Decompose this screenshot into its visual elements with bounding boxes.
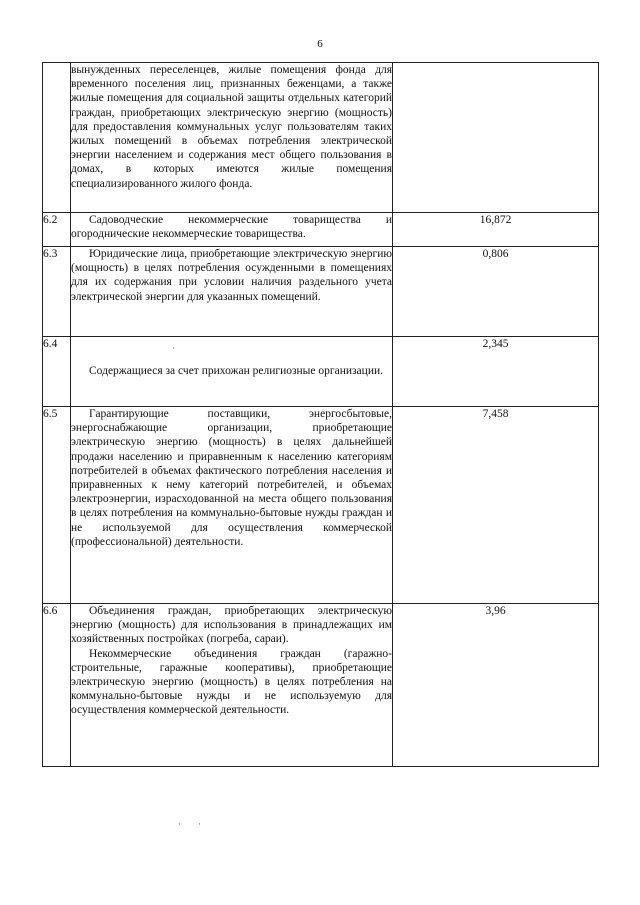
- scan-speck: ·: [178, 819, 181, 829]
- row-description-cell: [71, 63, 393, 213]
- row-value: 2,345: [393, 337, 599, 407]
- table-row-6-4: [43, 337, 599, 407]
- scan-speck: ·: [172, 343, 175, 353]
- row-description-text: Садоводческие некоммерческие товарищества и огороднические некоммерческие товарищества.: [71, 214, 392, 241]
- row-description-text: Содержащиеся за счет прихожан религиозные организации.: [89, 365, 383, 378]
- row-description-cell: [71, 337, 393, 407]
- row-description-cell: [71, 407, 393, 604]
- row-value: 0,806: [393, 247, 599, 337]
- row-description-text: Гарантирующие поставщики, энергосбытовые, энергоснабжающие организации, приобретающие электрическую энергию (мощность) в целях дальнейшей продажи населению и приравненным к населению категориям потребителей в объемах фактического потребления населения и приравненных к нему категорий потребителей, и объемах электроэнергии, израсходованной на места общего пользования в целях потребления на коммунально-бытовые нужды граждан и не используемой для осуществления коммерческой (профессиональной) деятельности.: [71, 408, 392, 548]
- scan-speck: ·: [198, 819, 201, 829]
- row-description-text: вынужденных переселенцев, жилые помещения фонда для временного поселения лиц, признанных беженцами, а также жилые помещения для социальной защиты отдельных категорий граждан, приобретающих электрическую энергию (мощность) для предоставления коммунальных услуг пользователям таких жилых помещений в объемах потребления электрической энергии населением и содержания мест общего пользования в домах, в которых имеются жилые помещения специализированного жилого фонда.: [71, 64, 392, 190]
- table-row-continuation: [43, 63, 599, 213]
- row-description-text: Некоммерческие объединения граждан (гаражно-строительные, гаражные кооперативы), приобретающие электрическую энергию (мощность) в целях потребления на коммунально-бытовые нужды и не используемую для осуществления коммерческой деятельности.: [71, 647, 392, 717]
- row-description-text: Юридические лица, приобретающие электрическую энергию (мощность) в целях потребления осужденными в помещениях для их содержания при условии наличия раздельного учета электрической энергии для указанных помещений.: [71, 248, 392, 303]
- row-number: 6.2: [43, 213, 71, 247]
- row-number: 6.3: [43, 247, 71, 337]
- row-number: 6.4: [43, 337, 71, 407]
- row-description-text: Объединения граждан, приобретающих электрическую энергию (мощность) для использования в принадлежащих им хозяйственных постройках (погреба, сараи).: [71, 605, 392, 646]
- row-value: 16,872: [393, 213, 599, 247]
- row-number: 6.5: [43, 407, 71, 604]
- page-number: 6: [317, 38, 323, 50]
- row-description-cell: [71, 247, 393, 337]
- table-row-6-3: [43, 247, 599, 337]
- table-row-6-5: [43, 407, 599, 604]
- tariff-table: [42, 62, 599, 767]
- row-value-cell: [393, 63, 599, 213]
- row-description-cell: [71, 604, 393, 767]
- table-row-6-2: [43, 213, 599, 247]
- row-value: 7,458: [393, 407, 599, 604]
- table-row-6-6: [43, 604, 599, 767]
- row-number: 6.6: [43, 604, 71, 767]
- row-value: 3,96: [393, 604, 599, 767]
- row-description-cell: [71, 213, 393, 247]
- row-number-cell: [43, 63, 71, 213]
